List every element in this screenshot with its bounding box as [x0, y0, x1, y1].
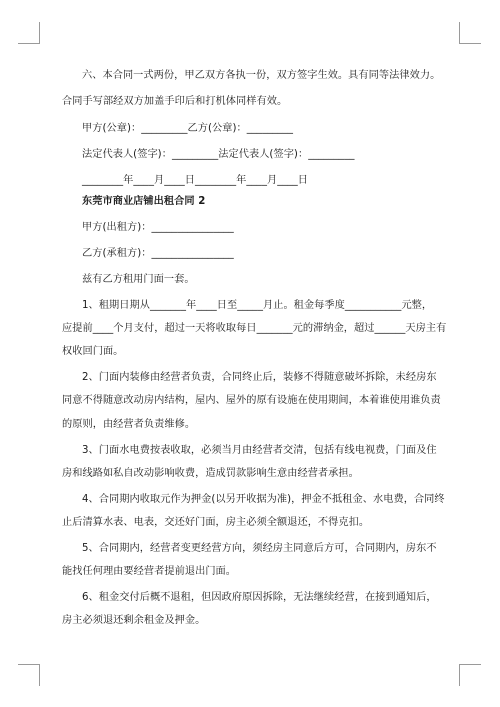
clause-2-line-1: 2、门面内装修由经营者负责，合同终止后，装修不得随意破坏拆除，未经房东 — [82, 372, 437, 383]
legal-rep-signature-line: 法定代表人(签字)：_________法定代表人(签字)：_________ — [82, 149, 355, 160]
clause-2-line-3: 的原则，由经营者负责维修。 — [62, 419, 196, 430]
clause-4-line-1: 4、合同期内收取元作为押金(以另开收据为准)，押金不抵租金、水电费，合同终 — [82, 494, 445, 505]
clause-six-line-1: 六、本合同一式两份，甲乙双方各执一份，双方签字生效。具有同等法律效力。 — [82, 70, 441, 81]
contract-title: 东莞市商业店铺出租合同 2 — [82, 196, 206, 207]
clause-3-line-2: 房和线路如私自改动影响收费，造成罚款影响生意由经营者承担。 — [62, 468, 359, 479]
lessor-line: 甲方(出租方)：________________ — [82, 222, 234, 233]
lessee-line: 乙方(承租方)：________________ — [82, 248, 234, 259]
clause-3-line-1: 3、门面水电费按表收取，必须当月由经营者交清，包括有线电视费，门面及住 — [82, 445, 437, 456]
date-line: ________年____月____日________年____月____日 — [82, 175, 309, 186]
clause-6-line-2: 房主必须退还剩余租金及押金。 — [62, 615, 206, 626]
clause-6-line-1: 6、租金交付后概不退租，但因政府原因拆除，无法继续经营，在接到通知后， — [82, 592, 437, 603]
clause-1-line-2: 应提前____个月支付，超过一天将收取每日_______元的滞纳金，超过______天房主有 — [62, 323, 447, 334]
clause-1-line-1: 1、租期日期从_______年____日至_____月止。租金每季度___________元整， — [82, 300, 433, 311]
clause-4-line-2: 止后清算水表、电表，交还好门面，房主必须全额退还，不得克扣。 — [62, 517, 370, 528]
party-seal-line: 甲方(公章)：_________乙方(公章)：_________ — [82, 123, 294, 134]
clause-six-line-2: 合同手写部经双方加盖手印后和打机体同样有效。 — [62, 96, 288, 107]
clause-5-line-1: 5、合同期内，经营者变更经营方向，须经房主同意后方可，合同期内，房东不 — [82, 543, 437, 554]
clause-2-line-2: 同意不得随意改动房内结构，屋内、屋外的原有设施在使用期间，本着谁使用谁负责 — [62, 395, 441, 406]
clause-1-line-3: 权收回门面。 — [62, 346, 124, 357]
clause-5-line-2: 能找任何理由要经营者提前退出门面。 — [62, 566, 237, 577]
intro-line: 兹有乙方租用门面一套。 — [82, 274, 195, 285]
